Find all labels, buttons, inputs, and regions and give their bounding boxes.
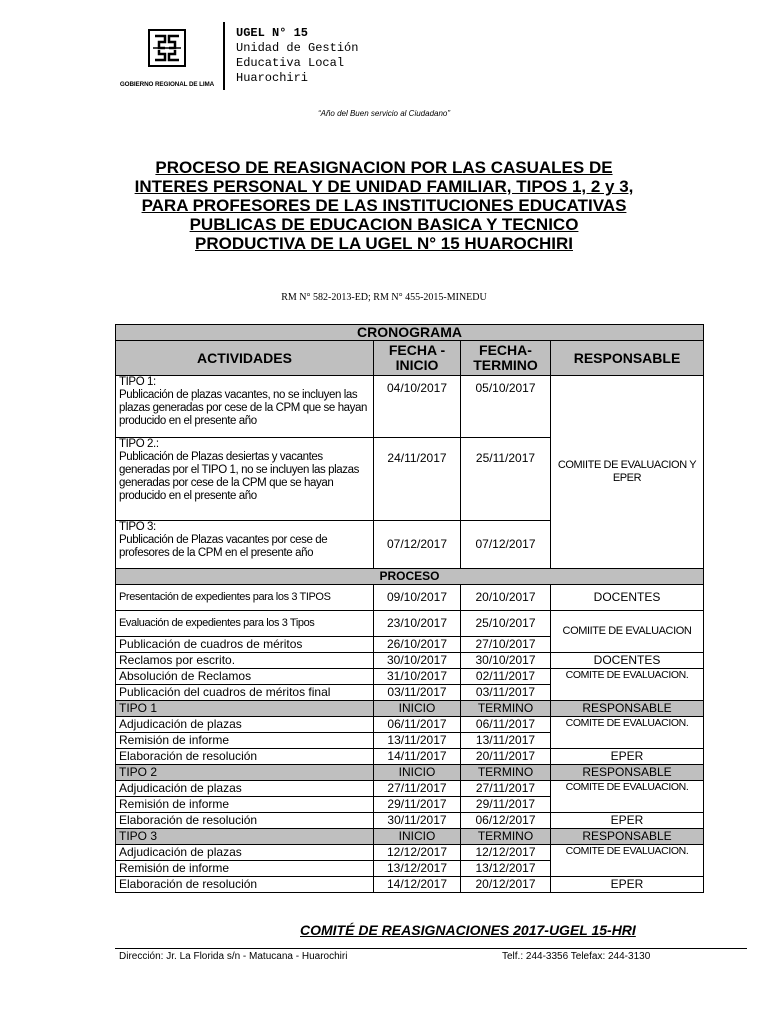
tipo-section-header bbox=[116, 701, 704, 717]
date-cell: 14/12/2017 bbox=[374, 877, 461, 893]
sub-header-termino: TERMINO bbox=[461, 701, 551, 717]
date-cell: 31/10/2017 bbox=[374, 669, 461, 685]
tipo-2-cell bbox=[116, 438, 374, 521]
table-row bbox=[116, 781, 704, 797]
resolution-reference: RM N° 582-2013-ED; RM N° 455-2015-MINEDU bbox=[281, 292, 487, 303]
date-cell: 24/11/2017 bbox=[374, 438, 461, 521]
date-cell: 04/10/2017 bbox=[374, 376, 461, 438]
responsable-cell: COMIITE DE EVALUACION Y EPER bbox=[551, 376, 704, 569]
date-cell: 05/10/2017 bbox=[461, 376, 551, 438]
table-row bbox=[116, 877, 704, 893]
tipo-section-label: TIPO 1 bbox=[116, 701, 374, 717]
table-caption-row bbox=[116, 325, 704, 341]
responsable-cell: DOCENTES bbox=[551, 585, 704, 611]
activity-cell: Adjudicación de plazas bbox=[116, 717, 374, 733]
date-cell: 20/10/2017 bbox=[461, 585, 551, 611]
cronograma-table bbox=[115, 324, 704, 893]
date-cell: 02/11/2017 bbox=[461, 669, 551, 685]
title-line: PROCESO DE REASIGNACION POR LAS CASUALES DE bbox=[155, 158, 613, 177]
footer-phones: Telf.: 244-3356 Telefax: 244-3130 bbox=[502, 951, 651, 962]
footer-divider bbox=[115, 948, 747, 949]
table-row bbox=[116, 585, 704, 611]
date-cell: 13/11/2017 bbox=[461, 733, 551, 749]
tipo-description: Publicación de plazas vacantes, no se incluyen las plazas generadas por cese de la CPM que se hayan producido en el presente año bbox=[119, 389, 368, 427]
responsable-cell: EPER bbox=[551, 877, 704, 893]
date-cell: 12/12/2017 bbox=[461, 845, 551, 861]
date-cell: 29/11/2017 bbox=[461, 797, 551, 813]
title-line: PUBLICAS DE EDUCACION BASICA Y TECNICO bbox=[189, 215, 579, 234]
date-cell: 07/12/2017 bbox=[374, 521, 461, 569]
responsable-cell: DOCENTES bbox=[551, 653, 704, 669]
activity-cell: Remisión de informe bbox=[116, 733, 374, 749]
activity-cell: Publicación del cuadros de méritos final bbox=[116, 685, 374, 701]
activity-cell: Absolución de Reclamos bbox=[116, 669, 374, 685]
responsable-cell: EPER bbox=[551, 813, 704, 829]
table-row bbox=[116, 717, 704, 733]
date-cell: 06/12/2017 bbox=[461, 813, 551, 829]
title-line: PARA PROFESORES DE LAS INSTITUCIONES EDUCATIVAS bbox=[141, 196, 627, 215]
responsable-cell: COMITE DE EVALUACION. bbox=[551, 781, 704, 813]
table-row bbox=[116, 813, 704, 829]
date-cell: 03/11/2017 bbox=[374, 685, 461, 701]
activity-cell: Elaboración de resolución bbox=[116, 877, 374, 893]
table-row bbox=[116, 376, 704, 438]
activity-cell: Presentación de expedientes para los 3 TIPOS bbox=[116, 585, 374, 611]
header-actividades: ACTIVIDADES bbox=[116, 341, 374, 376]
tipo-description: Publicación de Plazas desiertas y vacantes generadas por el TIPO 1, no se incluyen las plazas generadas por cese de la CPM que se hayan producido en el presente año bbox=[119, 451, 359, 502]
date-cell: 27/10/2017 bbox=[461, 637, 551, 653]
activity-cell: Publicación de cuadros de méritos bbox=[116, 637, 374, 653]
ugel-line-3: Educativa Local bbox=[236, 56, 345, 70]
tipo-description: Publicación de Plazas vacantes por cese de profesores de la CPM en el presente año bbox=[119, 534, 328, 559]
sub-header-responsable: RESPONSABLE bbox=[551, 701, 704, 717]
responsable-cell: COMITE DE EVALUACION. bbox=[551, 717, 704, 749]
date-cell: 27/11/2017 bbox=[374, 781, 461, 797]
ugel-line-2: Unidad de Gestión bbox=[236, 41, 359, 55]
table-row bbox=[116, 611, 704, 637]
table-header-row bbox=[116, 341, 704, 376]
title-line: PRODUCTIVA DE LA UGEL N° 15 HUAROCHIRI bbox=[195, 234, 573, 253]
date-cell: 13/12/2017 bbox=[461, 861, 551, 877]
tipo-1-cell bbox=[116, 376, 374, 438]
table-row bbox=[116, 653, 704, 669]
date-cell: 07/12/2017 bbox=[461, 521, 551, 569]
date-cell: 30/10/2017 bbox=[461, 653, 551, 669]
activity-cell: Elaboración de resolución bbox=[116, 749, 374, 765]
emblem-icon bbox=[147, 28, 187, 68]
tipo-section-header bbox=[116, 765, 704, 781]
responsable-cell: COMITE DE EVALUACION. bbox=[551, 845, 704, 877]
tipo-section-label: TIPO 3 bbox=[116, 829, 374, 845]
responsable-cell: EPER bbox=[551, 749, 704, 765]
date-cell: 30/10/2017 bbox=[374, 653, 461, 669]
sub-header-responsable: RESPONSABLE bbox=[551, 765, 704, 781]
logo-caption: GOBIERNO REGIONAL DE LIMA bbox=[119, 81, 215, 88]
sub-header-termino: TERMINO bbox=[461, 829, 551, 845]
sub-header-termino: TERMINO bbox=[461, 765, 551, 781]
date-cell: 13/11/2017 bbox=[374, 733, 461, 749]
date-cell: 20/12/2017 bbox=[461, 877, 551, 893]
committee-signature: COMITÉ DE REASIGNACIONES 2017-UGEL 15-HRI bbox=[300, 922, 636, 938]
header-fecha-inicio: FECHA - INICIO bbox=[374, 341, 461, 376]
proceso-label: PROCESO bbox=[116, 569, 704, 585]
date-cell: 25/10/2017 bbox=[461, 611, 551, 637]
footer-address: Dirección: Jr. La Florida s/n - Matucana - Huarochiri bbox=[119, 951, 348, 962]
header-responsable: RESPONSABLE bbox=[551, 341, 704, 376]
ugel-number: UGEL N° 15 bbox=[236, 26, 309, 40]
date-cell: 29/11/2017 bbox=[374, 797, 461, 813]
activity-cell: Adjudicación de plazas bbox=[116, 845, 374, 861]
sub-header-inicio: INICIO bbox=[374, 701, 461, 717]
tipo-label: TIPO 3: bbox=[119, 521, 156, 533]
date-cell: 13/12/2017 bbox=[374, 861, 461, 877]
tipo-section-header bbox=[116, 829, 704, 845]
date-cell: 06/11/2017 bbox=[461, 717, 551, 733]
date-cell: 25/11/2017 bbox=[461, 438, 551, 521]
table-row bbox=[116, 669, 704, 685]
activity-cell: Evaluación de expedientes para los 3 Tipos bbox=[116, 611, 374, 637]
date-cell: 12/12/2017 bbox=[374, 845, 461, 861]
date-cell: 27/11/2017 bbox=[461, 781, 551, 797]
ugel-line-4: Huarochiri bbox=[236, 71, 309, 85]
year-motto: “Año del Buen servicio al Ciudadano” bbox=[317, 109, 451, 118]
date-cell: 14/11/2017 bbox=[374, 749, 461, 765]
date-cell: 26/10/2017 bbox=[374, 637, 461, 653]
responsable-cell: COMIITE DE EVALUACION bbox=[551, 611, 704, 653]
date-cell: 03/11/2017 bbox=[461, 685, 551, 701]
tipo-label: TIPO 2.: bbox=[119, 438, 159, 450]
tipo-3-cell bbox=[116, 521, 374, 569]
activity-cell: Remisión de informe bbox=[116, 797, 374, 813]
sub-header-inicio: INICIO bbox=[374, 829, 461, 845]
table-row bbox=[116, 845, 704, 861]
activity-cell: Reclamos por escrito. bbox=[116, 653, 374, 669]
table-row bbox=[116, 749, 704, 765]
title-line: INTERES PERSONAL Y DE UNIDAD FAMILIAR, TIPOS 1, 2 y 3, bbox=[134, 177, 634, 196]
gobierno-regional-logo bbox=[112, 28, 222, 90]
activity-cell: Remisión de informe bbox=[116, 861, 374, 877]
ugel-header bbox=[236, 26, 358, 86]
sub-header-responsable: RESPONSABLE bbox=[551, 829, 704, 845]
date-cell: 23/10/2017 bbox=[374, 611, 461, 637]
header-fecha-termino: FECHA- TERMINO bbox=[461, 341, 551, 376]
date-cell: 06/11/2017 bbox=[374, 717, 461, 733]
header-divider bbox=[223, 22, 225, 90]
tipo-section-label: TIPO 2 bbox=[116, 765, 374, 781]
tipo-label: TIPO 1: bbox=[119, 376, 156, 388]
date-cell: 30/11/2017 bbox=[374, 813, 461, 829]
activity-cell: Adjudicación de plazas bbox=[116, 781, 374, 797]
proceso-header-row bbox=[116, 569, 704, 585]
responsable-cell: COMITE DE EVALUACION. bbox=[551, 669, 704, 701]
table-caption: CRONOGRAMA bbox=[116, 325, 704, 341]
activity-cell: Elaboración de resolución bbox=[116, 813, 374, 829]
date-cell: 20/11/2017 bbox=[461, 749, 551, 765]
sub-header-inicio: INICIO bbox=[374, 765, 461, 781]
date-cell: 09/10/2017 bbox=[374, 585, 461, 611]
page-title bbox=[96, 158, 672, 253]
